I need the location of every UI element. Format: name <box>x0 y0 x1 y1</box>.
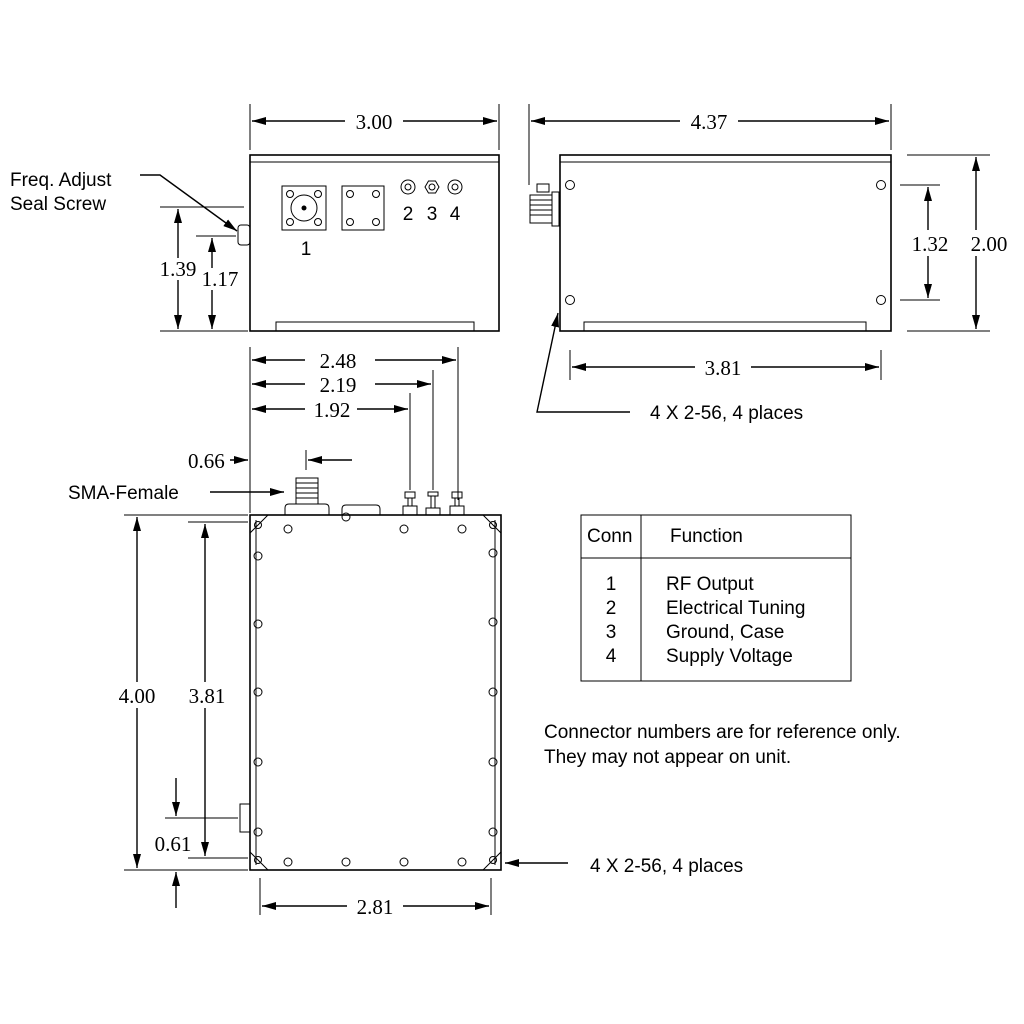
table-row-function: Supply Voltage <box>666 646 793 667</box>
connector-label-4: 4 <box>449 204 461 225</box>
front-width-dimension: 3.00 <box>355 110 393 134</box>
table-row-function: RF Output <box>666 574 754 595</box>
table-row-conn: 2 <box>605 598 617 619</box>
top-connector-2 <box>403 492 417 515</box>
top-view <box>68 347 743 919</box>
table-row-function: Ground, Case <box>666 622 785 643</box>
conn4-position-dimension: 2.48 <box>319 349 357 373</box>
table-row-conn: 1 <box>605 574 617 595</box>
hole-spacing-vertical-dimension: 1.32 <box>911 232 949 256</box>
freq-adjust-label-line2: Seal Screw <box>10 194 107 215</box>
top-connector-4 <box>450 492 464 515</box>
side-view <box>529 104 1018 424</box>
front-height-outer-dimension: 1.39 <box>159 257 197 281</box>
hole-spacing-horizontal-dimension: 3.81 <box>704 356 742 380</box>
screw-offset-dimension: 0.61 <box>154 832 192 856</box>
conn2-position-dimension: 1.92 <box>313 398 351 422</box>
side-height-dimension: 2.00 <box>970 232 1008 256</box>
side-housing <box>560 155 891 331</box>
table-header-conn: Conn <box>587 526 633 547</box>
table-row-conn: 4 <box>605 646 617 667</box>
front-height-inner-dimension: 1.17 <box>201 267 239 291</box>
freq-adjust-label-line1: Freq. Adjust <box>10 170 112 191</box>
side-length-dimension: 4.37 <box>690 110 728 134</box>
side-sma-connector <box>530 184 559 226</box>
connector-label-3: 3 <box>426 204 438 225</box>
side-mount-note: 4 X 2-56, 4 places <box>650 403 804 424</box>
top-height-inner-dimension: 3.81 <box>188 684 226 708</box>
top-mount-note: 4 X 2-56, 4 places <box>590 856 744 877</box>
top-housing <box>250 515 501 870</box>
top-sma-connector <box>285 478 329 515</box>
note-line-2: They may not appear on unit. <box>544 747 792 768</box>
front-view <box>10 104 499 331</box>
freq-adjust-screw-top <box>240 804 250 832</box>
table-row-function: Electrical Tuning <box>666 598 806 619</box>
top-connector-3 <box>426 492 440 515</box>
table-row-conn: 3 <box>605 622 617 643</box>
table-header-function: Function <box>670 526 743 547</box>
freq-adjust-screw <box>238 225 250 245</box>
connector-function-table <box>581 515 851 681</box>
conn3-position-dimension: 2.19 <box>319 373 357 397</box>
top-height-outer-dimension: 4.00 <box>118 684 156 708</box>
connector-label-2: 2 <box>402 204 414 225</box>
note-line-1: Connector numbers are for reference only. <box>544 722 901 743</box>
connector-label-1: 1 <box>300 239 312 260</box>
hole-spacing-width-dimension: 2.81 <box>356 895 394 919</box>
freq-adjust-leader <box>140 175 237 231</box>
sma-female-label: SMA-Female <box>68 483 179 504</box>
sma-offset-dimension: 0.66 <box>188 449 225 473</box>
front-housing <box>250 155 499 331</box>
